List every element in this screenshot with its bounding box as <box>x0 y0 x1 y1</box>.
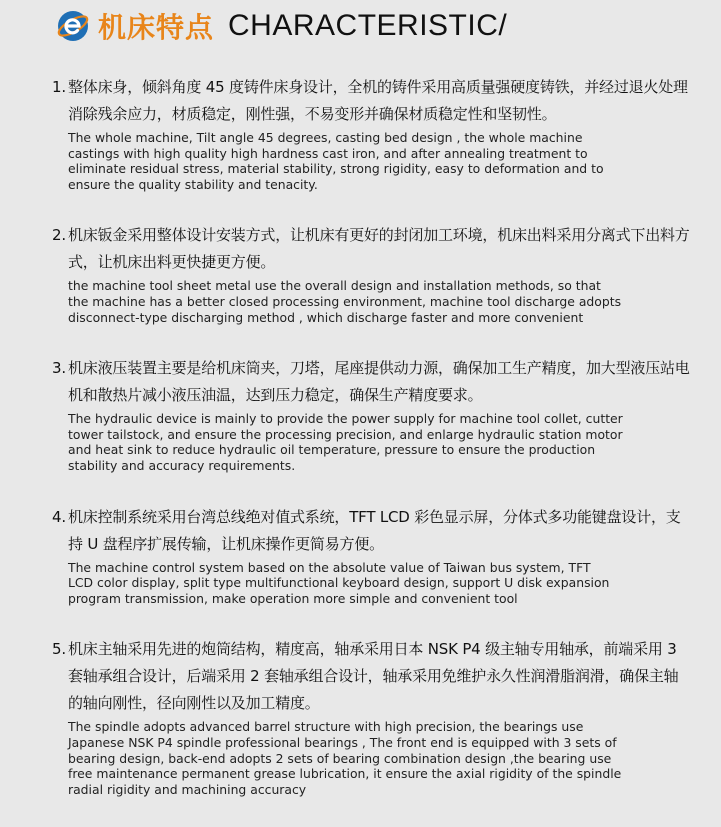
item-text-en-line: program transmission, make operation more simple and convenient tool <box>68 590 518 606</box>
item-description-cn <box>52 74 692 128</box>
item-text-cn: 机床液压装置主要是给机床筒夹，刀塔，尾座提供动力源，确保加工生产精度，加大型液压站电机和散热片减小液压油温，达到压力稳定，确保生产精度要求。 <box>68 359 690 405</box>
list-item <box>52 355 692 473</box>
item-number: 1. <box>52 78 66 96</box>
page-title-en: CHARACTERISTIC/ <box>228 9 508 42</box>
item-description-en <box>68 278 692 325</box>
item-text-en-line: The spindle adopts advanced barrel structure with high precision, the bearings use <box>68 719 584 735</box>
list-item <box>52 636 692 797</box>
item-text-en-line: stability and accuracy requirements. <box>68 457 296 473</box>
item-number: 2. <box>52 226 66 245</box>
characteristics-list <box>52 74 692 827</box>
item-text-en-line: The hydraulic device is mainly to provide the power supply for machine tool collet, cutter <box>68 411 623 427</box>
item-description-cn <box>52 222 692 276</box>
item-text-en-line: The whole machine, Tilt angle 45 degrees, casting bed design , the whole machine <box>68 130 583 145</box>
item-text-en-line: tower tailstock, and ensure the processing precision, and enlarge hydraulic station motor <box>68 426 623 442</box>
item-text-en-line: ensure the quality stability and tenacity. <box>68 176 318 192</box>
item-text-en-line: and heat sink to reduce hydraulic oil temperature, pressure to ensure the production <box>68 442 596 458</box>
item-description-en <box>68 411 692 473</box>
item-text-en-line: radial rigidity and machining accuracy <box>68 781 307 797</box>
item-text-en-line: free maintenance permanent grease lubrication, it ensure the axial rigidity of the spindle <box>68 766 622 782</box>
item-number: 4. <box>52 507 66 526</box>
list-item <box>52 222 692 325</box>
item-description-en <box>68 130 692 192</box>
item-text-cn: 机床主轴采用先进的炮筒结构，精度高，轴承采用日本 NSK P4 级主轴专用轴承，前端采用 3 套轴承组合设计，后端采用 2 套轴承组合设计，轴承采用免维护永久性润滑脂润滑，确保主轴的轴向刚性，径向刚性以及加工精度。 <box>68 640 679 713</box>
item-number: 5. <box>52 640 66 659</box>
item-text-en-line: the machine tool sheet metal use the overall design and installation methods, so that <box>68 278 601 294</box>
item-text-cn: 整体床身，倾斜角度 45 度铸件床身设计，全机的铸件采用高质量强硬度铸铁，并经过退火处理消除残余应力，材质稳定，刚性强，不易变形并确保材质稳定性和坚韧性。 <box>68 78 688 123</box>
item-text-en-line: bearing design, back-end adopts 2 sets of bearing combination design ,the bearing use <box>68 750 612 766</box>
list-item <box>52 504 692 607</box>
e-globe-logo-icon <box>56 9 90 43</box>
page-header <box>56 6 507 46</box>
item-text-cn: 机床控制系统采用台湾总线绝对值式系统，TFT LCD 彩色显示屏，分体式多功能键盘设计，支持 U 盘程序扩展传输，让机床操作更简易方便。 <box>68 507 681 553</box>
item-text-en-line: castings with high quality high hardness cast iron, and after annealing treatment to <box>68 145 588 161</box>
item-text-en-line: LCD color display, split type multifunctional keyboard design, support U disk expansion <box>68 575 610 591</box>
item-description-cn <box>52 636 692 717</box>
item-description-en <box>68 719 692 797</box>
item-text-en-line: the machine has a better closed processing environment, machine tool discharge adopts <box>68 293 622 309</box>
item-description-en <box>68 560 692 607</box>
item-text-cn: 机床钣金采用整体设计安装方式，让机床有更好的封闭加工环境，机床出料采用分离式下出料方式，让机床出料更快捷更方便。 <box>68 226 690 272</box>
page-title-cn: 机床特点 <box>98 11 215 44</box>
item-text-en-line: Japanese NSK P4 spindle professional bearings , The front end is equipped with 3 sets of <box>68 734 617 750</box>
item-number: 3. <box>52 359 66 378</box>
item-text-en-line: The machine control system based on the absolute value of Taiwan bus system, TFT <box>68 559 591 575</box>
item-description-cn <box>52 355 692 409</box>
item-text-en-line: disconnect-type discharging method , which discharge faster and more convenient <box>68 309 584 325</box>
list-item <box>52 74 692 192</box>
item-text-en-line: eliminate residual stress, material stability, strong rigidity, easy to deformation and to <box>68 161 604 177</box>
item-description-cn <box>52 504 692 558</box>
